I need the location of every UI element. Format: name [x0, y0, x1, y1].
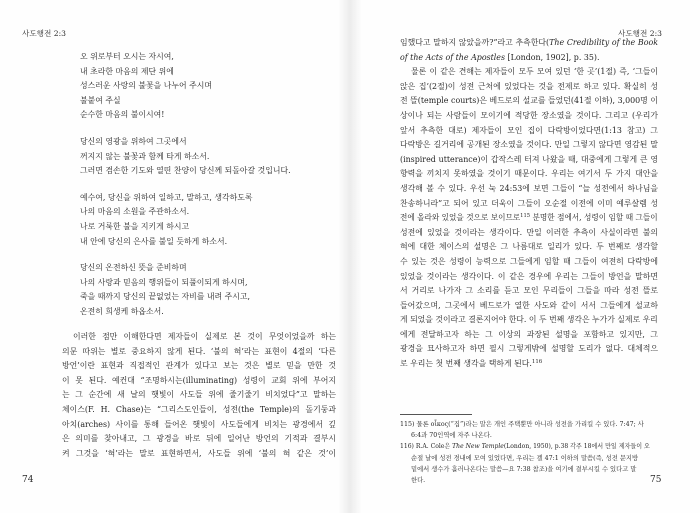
footnote-marker: 116): [400, 443, 414, 451]
body-line: 서 거리로 나가자 그 소리를 듣고 모인 무리들이 그들을 따라 성전 뜰로: [400, 286, 658, 296]
poem-line: 당신의 영광을 위하여 그곳에서: [80, 136, 187, 146]
poem-line: 죽을 때까지 당신의 끝없었는 자비를 내려 주시고,: [80, 292, 251, 302]
body-line: [400, 357, 658, 372]
running-head-right: 사도행전 2:3: [618, 29, 662, 38]
body-text-run: [London, 1902], p. 35).: [505, 52, 600, 62]
body-line: 게 되었을 것이라고 결론지어야 한다. 이 두 번째 생각은 누가가 실제로 우리: [400, 315, 658, 325]
poem-line: 순수한 마음의 불이시여!: [80, 110, 165, 120]
footnote-text: 물론 οἶκος(“집”)라는 말은 개인 주택뿐만 아니라 성전을 가리킬 수 있다. 7:47; 사: [416, 421, 644, 428]
running-head-left: 사도행전 2:3: [22, 29, 66, 38]
poem-line: 오 위로부터 오시는 자시여,: [80, 52, 174, 61]
poem-line: 당신의 온전하신 뜻을 준비하며: [80, 263, 187, 273]
footnote-line: 한다.: [411, 476, 426, 484]
footnote-line: 순절 날에 성전 경내에 모여 있었다면, 우리는 겔 47:1 이하의 말씀(즉, 성전 문지방: [411, 454, 639, 462]
body-line: 성전에 있었을 것이라는 생각이다. 만일 이러한 추측이 사실이라면 불의: [400, 227, 658, 237]
body-line: 찬송하니라”고 되어 있고 더욱이 그들이 오순절 이전에 이미 예루살렘 성: [400, 198, 658, 208]
poem-line: 나로 거룩한 불을 지키게 하시고: [80, 221, 190, 231]
body-line: 혀에 대한 체이스의 설명은 그 나름대로 일리가 있다. 두 번째로 생각할: [400, 242, 658, 252]
footnote-rule: [400, 414, 472, 415]
poem-line: 나의 사랑과 믿음의 행위들이 되풀이되게 하시며,: [80, 277, 248, 287]
poem: [80, 50, 335, 332]
body-line: 켜 그것을 ‘혀’라는 말로 표현하면서, 사도들 위에 ‘불의 혀 같은 것’이: [62, 448, 336, 458]
poem-line: 내 초라한 마음의 제단 위에: [80, 66, 174, 76]
gutter-shadow: [338, 0, 362, 513]
poem-line: 나의 마음의 소원을 주관하소서.: [80, 207, 190, 217]
poem-line: 꺼지지 않는 불꽃과 함께 타게 하소서.: [80, 151, 210, 161]
body-line: 상이나 되는 사람들이 모이기에 적당한 장소였을 것이다. 그리고 (우리가: [400, 110, 658, 120]
body-text: [400, 36, 658, 372]
page-number-right: 75: [650, 475, 662, 485]
footnote: [400, 441, 650, 452]
body-text-run: 로 우리는 첫 번째 생각을 택하게 된다.: [400, 359, 532, 369]
body-line: 는 그 순간에 새 날의 햇빛이 사도들 위에 줄기줄기 비치었다”고 말하는: [62, 390, 336, 400]
body-line: [400, 51, 658, 66]
footnote: [400, 419, 650, 430]
body-text-run: 전에 올라와 있었을 것으로 보이므로: [400, 213, 521, 223]
footnote-line: 밑에서 생수가 흘러나온다는 말씀—요 7:38 참조)을 여기에 결부시킬 수 있다고 말: [411, 465, 637, 473]
poem-stanza: [80, 50, 335, 123]
book-title: The New Temple: [452, 443, 504, 451]
body-line: 생각해 볼 수 있다. 우선 눅 24:53에 보면 그들이 “늘 성전에서 하나님을: [400, 183, 658, 193]
footnotes: [400, 419, 650, 486]
body-line: 있었을 것이라는 생각이다. 이 같은 경우에 우리는 그들이 방언을 말하면: [400, 271, 658, 281]
body-line: 수 있는 것은 성령이 능력으로 그들에게 임할 때 그들이 여전히 다락방에: [400, 256, 658, 266]
poem-line: 성스러운 사랑의 불꽃을 나누어 주시며: [80, 81, 212, 91]
body-line: 의문 따위는 별로 중요하지 않게 된다. ‘불의 혀’라는 표현이 4절의 ‘다른: [62, 346, 336, 356]
footnote-text: R.A. Cole은: [415, 443, 453, 451]
footnote-reference: 115: [520, 213, 531, 220]
body-line: 물론 이 같은 견해는 제자들이 모두 모여 있던 ‘한 곳’(1절) 즉, ‘그들이: [411, 67, 658, 77]
poem-line: 내 안에 당신의 은사를 불일 듯하게 하소서.: [80, 236, 228, 246]
footnote-text: (London, 1950), p.38 각주 18에서 만일 제자들이 오: [503, 443, 650, 451]
page-number-left: 74: [22, 475, 34, 485]
body-line: 향력을 끼치지 못하였을 것이기 때문이다. 우리는 여기서 두 가지 대안을: [400, 169, 658, 179]
body-line: 은 의미를 찾아내고, 그 광경을 바로 뒤에 일어난 방언의 기적과 결부시: [62, 434, 336, 444]
body-line: [400, 211, 658, 226]
body-line: 체이스(F. H. Chase)는 “그리스도인들이, 성전(the Temple)의 돌기둥과: [62, 404, 336, 414]
poem-stanza: [80, 191, 335, 249]
body-text-run: 임했다고 말하지 않았을까?”라고 추측한다(: [400, 38, 550, 47]
body-line: 전 뜰(temple courts)은 베드로의 설교를 들었던(41절 이하), 3,000명 이: [400, 96, 658, 106]
body-line: 방언’이란 표현과 직접적인 관계가 있다고 보는 것은 별로 믿을 만한 것: [62, 361, 336, 371]
body-line: 에게 전달하고자 하는 그 이상의 과장된 설명을 포함하고 있지만, 그: [400, 329, 658, 339]
body-text-run: 분명한 점에서, 성령이 임할 때 그들이: [530, 213, 658, 223]
body-line: [400, 36, 658, 51]
body-paragraph: [62, 330, 336, 461]
poem-line: 온전히 희생케 하옵소서.: [80, 306, 164, 316]
poem-stanza: [80, 261, 335, 319]
poem-line: 예수여, 당신을 위하여 일하고, 말하고, 생각하도록: [80, 192, 253, 202]
footnote-reference: 116: [531, 359, 543, 366]
body-line: 광경을 묘사하고자 하면 필시 그렇게밖에 설명할 도리가 없다. 대체적으: [400, 344, 658, 354]
poem-stanza: [80, 135, 335, 179]
body-line: (inspired utterance)이 갑작스레 터져 나왔을 때, 대중에게 그렇게 큰 영: [400, 154, 658, 164]
body-line: 아치(arches) 사이를 통해 들어온 햇빛이 사도들에게 비치는 광경에서 깊: [62, 419, 336, 429]
body-line: 앞서 추측한 대로) 제자들이 모인 집이 다락방이었다면(1:13 참고) 그: [400, 125, 658, 135]
body-line: 다락방은 길거리에 공개된 장소였을 것이다. 만일 그렇지 않다면 영감된 말: [400, 140, 658, 150]
footnote-marker: 115): [400, 421, 415, 428]
poem-line: 그러면 겸손한 기도와 열띤 찬양이 당신께 되돌아갈 것입니다.: [80, 166, 291, 176]
poem-line: 불붙여 주실: [80, 95, 121, 105]
book-title: of the Acts of the Apostles: [400, 52, 506, 62]
book-title: The Credibility of the Book: [549, 38, 659, 47]
body-line: 들어갔으며, 그곳에서 베드로가 열한 사도와 같이 서서 그들에게 설교하: [400, 300, 658, 310]
body-line: 이러한 점만 이해한다면 제자들이 실제로 본 것이 무엇이었을까 하는: [73, 332, 336, 341]
body-line: 앉은 집’(2절)이 성전 근처에 있었다는 것을 전제로 하고 있다. 확실히 성: [400, 81, 658, 91]
footnote-line: 6:4과 70인역에 자주 나온다.: [411, 432, 492, 440]
body-line: 이 못 된다. 예컨대 “조명하시는(illuminating) 성령이 교회 위에 부어지: [62, 375, 336, 385]
